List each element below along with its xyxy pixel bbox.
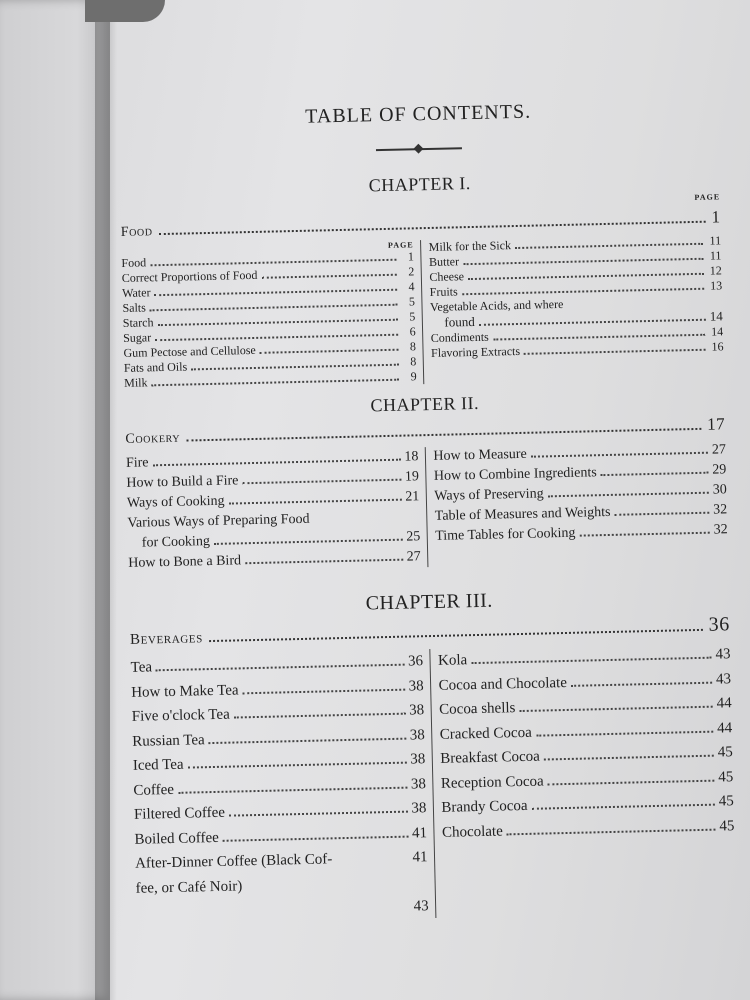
entry-page: 45: [718, 768, 734, 786]
entry-page: 8: [409, 339, 417, 354]
entry-page: 41: [412, 849, 428, 866]
entry-page: 13: [709, 278, 723, 293]
leader-dots: [153, 459, 401, 467]
leader-dots: [186, 428, 701, 442]
entry-title: Time Tables for Cooking: [435, 525, 576, 544]
entry-columns: [121, 233, 724, 391]
entry-columns: [126, 440, 729, 574]
toc-entry: [442, 814, 735, 845]
entry-title: Russian Tea: [132, 731, 205, 750]
entry-page: 45: [719, 817, 735, 835]
entry-page: 38: [408, 677, 424, 695]
entry-title: How to Measure: [433, 446, 527, 464]
entry-page: 29: [712, 462, 727, 478]
entry-title: Water: [121, 285, 151, 300]
section-title: Cookery: [125, 430, 181, 447]
entry-title: Gum Pectose and Cellulose: [123, 342, 256, 360]
leader-dots: [223, 835, 408, 841]
page-title: TABLE OF CONTENTS.: [305, 100, 532, 128]
entry-page: 11: [709, 233, 722, 248]
entry-title: Various Ways of Preparing Food: [127, 511, 310, 531]
page-corner: [85, 0, 165, 22]
entry-title: Brandy Cocoa: [441, 797, 528, 816]
entry-title: How to Combine Ingredients: [433, 465, 597, 484]
section-title: Food: [120, 224, 153, 240]
entry-page: 14: [711, 324, 724, 339]
leader-dots: [243, 688, 405, 694]
entry-title: Fruits: [429, 284, 458, 299]
left-column: [126, 447, 428, 574]
leader-dots: [515, 243, 703, 249]
entry-page: 27: [711, 442, 727, 458]
entry-title: Reception Cocoa: [440, 773, 544, 792]
entry-page: 25: [406, 529, 421, 545]
entry-page: 30: [712, 482, 727, 498]
leader-dots: [229, 811, 408, 817]
leader-dots: [536, 730, 713, 736]
entry-page: 4: [408, 279, 415, 294]
entry-page: 45: [718, 793, 735, 810]
leader-dots: [229, 499, 402, 505]
entry-title: Tea: [130, 659, 153, 676]
leader-dots: [152, 379, 399, 387]
entry-page: 44: [716, 719, 733, 737]
entry-title: Ways of Cooking: [126, 493, 225, 511]
leader-dots: [246, 886, 424, 890]
entry-title: Cheese: [429, 269, 465, 284]
leader-dots: [614, 512, 709, 516]
entry-page: 38: [409, 702, 425, 719]
entry-page: 21: [405, 489, 420, 505]
right-column: [421, 233, 725, 384]
entry-page: 5: [409, 309, 416, 324]
leader-dots: [140, 910, 409, 916]
entry-title: Cracked Cocoa: [439, 724, 532, 743]
entry-title: Chocolate: [441, 822, 503, 841]
chapter-heading: CHAPTER I.: [368, 173, 471, 196]
leader-dots: [178, 786, 407, 793]
entry-title: Salts: [122, 300, 146, 315]
entry-title: Milk for the Sick: [428, 238, 512, 254]
entry-page: 41: [411, 824, 428, 842]
entry-page: 2: [408, 264, 415, 279]
diamond-ornament-icon: [414, 144, 424, 154]
chapter-1: [120, 167, 725, 391]
entry-title: After-Dinner Coffee (Black Cof-: [134, 851, 333, 872]
leader-dots: [519, 706, 712, 712]
leader-dots: [531, 452, 708, 458]
right-column: [430, 642, 737, 918]
page-column-label: PAGE: [387, 240, 414, 250]
entry-title: Breakfast Cocoa: [440, 748, 541, 767]
left-column: [130, 649, 436, 925]
entry-page: 11: [709, 248, 722, 263]
facing-page-edge: [0, 0, 110, 1000]
leader-dots: [579, 532, 709, 537]
entry-title: Coffee: [133, 781, 175, 799]
entry-page: 45: [717, 744, 733, 761]
leader-dots: [242, 479, 401, 485]
left-column: [121, 240, 424, 391]
section-page: 36: [708, 613, 731, 636]
leader-dots: [159, 221, 706, 235]
entry-title: How to Make Tea: [131, 681, 239, 701]
entry-title-continued: for Cooking: [141, 534, 211, 551]
entry-title-continued: fee, or Café Noir): [135, 877, 243, 897]
entry-title: Five o'clock Tea: [131, 706, 230, 725]
entry-title: Filtered Coffee: [133, 804, 226, 823]
leader-dots: [188, 762, 407, 769]
entry-page: 9: [410, 369, 417, 384]
section-title: Beverages: [129, 630, 204, 648]
entry-columns: [130, 642, 736, 925]
entry-page: 16: [711, 339, 724, 354]
entry-title: Milk: [124, 375, 148, 390]
spine-shadow: [95, 0, 117, 1000]
entry-page: 27: [406, 549, 421, 565]
title-ornament: [376, 147, 462, 151]
entry-title: Correct Proportions of Food: [121, 267, 258, 285]
entry-title: How to Bone a Bird: [128, 553, 242, 571]
entry-page: 8: [410, 354, 417, 369]
chapter-3: [129, 584, 736, 925]
leader-dots: [234, 713, 405, 719]
entry-page: 43: [715, 670, 732, 688]
leader-dots: [524, 349, 706, 355]
entry-page: 1: [407, 249, 415, 264]
leader-dots: [471, 657, 711, 664]
leader-dots: [209, 629, 703, 642]
leader-dots: [571, 681, 712, 686]
chapter-heading: CHAPTER III.: [365, 589, 494, 615]
entry-title: Boiled Coffee: [134, 829, 220, 848]
right-column: [425, 440, 728, 567]
entry-page: 32: [713, 502, 728, 518]
chapter-heading: CHAPTER II.: [370, 392, 480, 416]
entry-title: Starch: [122, 315, 154, 330]
leader-dots: [336, 862, 408, 864]
leader-dots: [260, 349, 398, 354]
entry-page: 38: [410, 775, 427, 793]
entry-title: Kola: [437, 652, 468, 669]
entry-page: 12: [709, 263, 722, 278]
entry-page: 38: [410, 751, 426, 768]
entry-title: Food: [121, 255, 147, 270]
leader-dots: [214, 539, 402, 545]
entry-title: Sugar: [123, 330, 152, 345]
entry-page: 36: [407, 653, 424, 670]
leader-dots: [544, 755, 714, 761]
entry-title-continued: found: [444, 313, 475, 330]
entry-page: 38: [409, 726, 425, 744]
entry-title: Fats and Oils: [123, 359, 188, 375]
entry-page: 43: [715, 646, 731, 663]
entry-page: 6: [409, 324, 416, 339]
entry-title: Table of Measures and Weights: [434, 504, 611, 524]
entry-page: 43: [413, 897, 429, 914]
leader-dots: [507, 828, 716, 835]
entry-page: 19: [404, 469, 420, 485]
entry-title: Iced Tea: [132, 756, 184, 774]
leader-dots: [245, 559, 403, 565]
entry-title: Flavoring Extracts: [430, 343, 521, 360]
entry-title: Ways of Preserving: [434, 486, 544, 504]
page-column-label: PAGE: [694, 192, 721, 202]
entry-title: Cocoa and Chocolate: [438, 674, 568, 694]
entry-page: 14: [709, 308, 723, 324]
entry-title: Fire: [125, 455, 149, 471]
leader-dots: [601, 472, 709, 476]
leader-dots: [532, 804, 715, 810]
leader-dots: [261, 274, 396, 279]
entry-page: 5: [408, 294, 416, 309]
leader-dots: [156, 664, 404, 672]
section-page: 17: [706, 414, 726, 434]
toc-sheet: [118, 96, 736, 924]
entry-page: 38: [411, 800, 427, 817]
entry-page: 18: [404, 449, 419, 465]
entry-page: 44: [716, 695, 732, 712]
section-page: 1: [711, 207, 721, 227]
leader-dots: [209, 737, 406, 743]
leader-dots: [548, 779, 715, 785]
entry-title: How to Build a Fire: [126, 473, 239, 491]
chapter-2: [125, 387, 729, 574]
leader-dots: [548, 492, 709, 498]
entry-title: Vegetable Acids, and where: [429, 296, 564, 314]
entry-title: Butter: [428, 254, 460, 269]
entry-page: 32: [713, 522, 728, 538]
entry-title: Cocoa shells: [439, 700, 516, 718]
entry-title: Condiments: [430, 329, 489, 345]
